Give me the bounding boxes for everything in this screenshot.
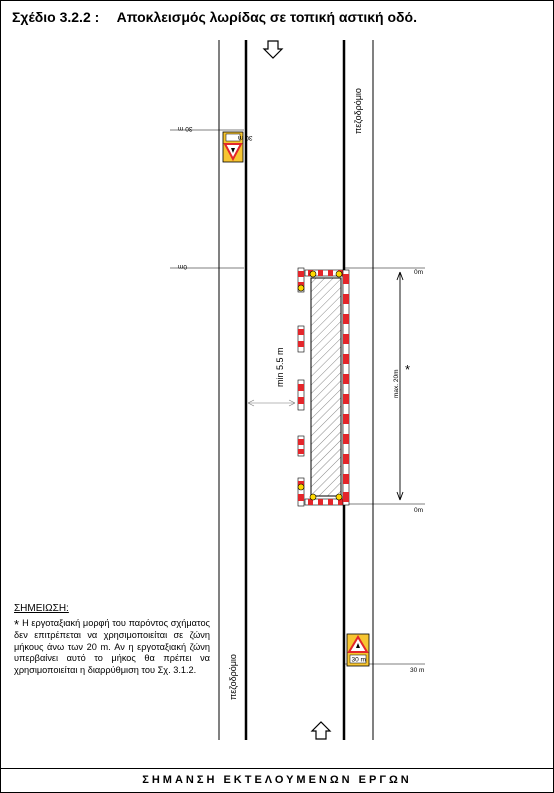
zero-label-bottom: 0m <box>414 507 424 514</box>
max-length-label: max. 20m <box>393 369 400 398</box>
barrier-left-2 <box>298 326 304 352</box>
barrier-left-4 <box>298 436 304 456</box>
distance-label-30m-bottom: 30 m <box>410 667 425 674</box>
title-code: Σχέδιο 3.2.2 : <box>12 9 100 25</box>
notes-star: * <box>14 616 20 632</box>
footer-divider <box>0 768 554 769</box>
roadworks-sign-bottom <box>347 634 369 666</box>
work-zone <box>298 268 349 506</box>
warning-lamp-icon <box>298 285 304 291</box>
sign-distance-bottom: 30 m <box>351 656 366 664</box>
warning-lamp-icon <box>310 494 316 500</box>
distance-label-0m-top: 0m <box>178 263 188 270</box>
sidewalk-label-top: πεζοδρόμιο <box>353 88 363 134</box>
notes-block <box>14 603 210 676</box>
arrow-down-icon <box>264 41 282 58</box>
warning-lamp-icon <box>310 271 316 277</box>
warning-lamp-icon <box>336 271 342 277</box>
sidewalk-label-bottom: πεζοδρόμιο <box>228 654 238 700</box>
sign-distance-top: 30 m <box>238 134 253 141</box>
title-text: Αποκλεισμός λωρίδας σε τοπική αστική οδό. <box>116 9 417 25</box>
footer-caption: ΣΗΜΑΝΣΗ ΕΚΤΕΛΟΥΜΕΝΩΝ ΕΡΓΩΝ <box>142 774 412 786</box>
arrow-up-icon <box>312 722 330 739</box>
distance-label-30m-top: 30 m <box>178 125 193 132</box>
zero-label-top: 0m <box>414 269 424 276</box>
notes-body: Η εργοταξιακή μορφή του παρόντος σχήματος δεν επιτρέπεται να χρησιμοποιείται σε ζώνη μήκους άνω των 20 m. Αν η εργοταξιακή ζώνη υπερβαίνει αυτό το μήκος θα πρέπει να χρησιμοποιείται η διαρρύθμιση του Σχ. 3.1.2. <box>14 617 210 675</box>
roadworks-sign-top <box>223 132 252 162</box>
max-length-star: * <box>405 362 411 377</box>
barrier-left-5 <box>298 478 304 506</box>
warning-lamp-icon <box>298 484 304 490</box>
notes-text <box>14 618 210 677</box>
min-width-label: min 5.5 m <box>275 347 285 387</box>
notes-heading: ΣΗΜΕΙΩΣΗ: <box>14 603 69 614</box>
warning-lamp-icon <box>336 494 342 500</box>
work-zone-hatch <box>311 278 341 496</box>
barrier-left-3 <box>298 380 304 410</box>
